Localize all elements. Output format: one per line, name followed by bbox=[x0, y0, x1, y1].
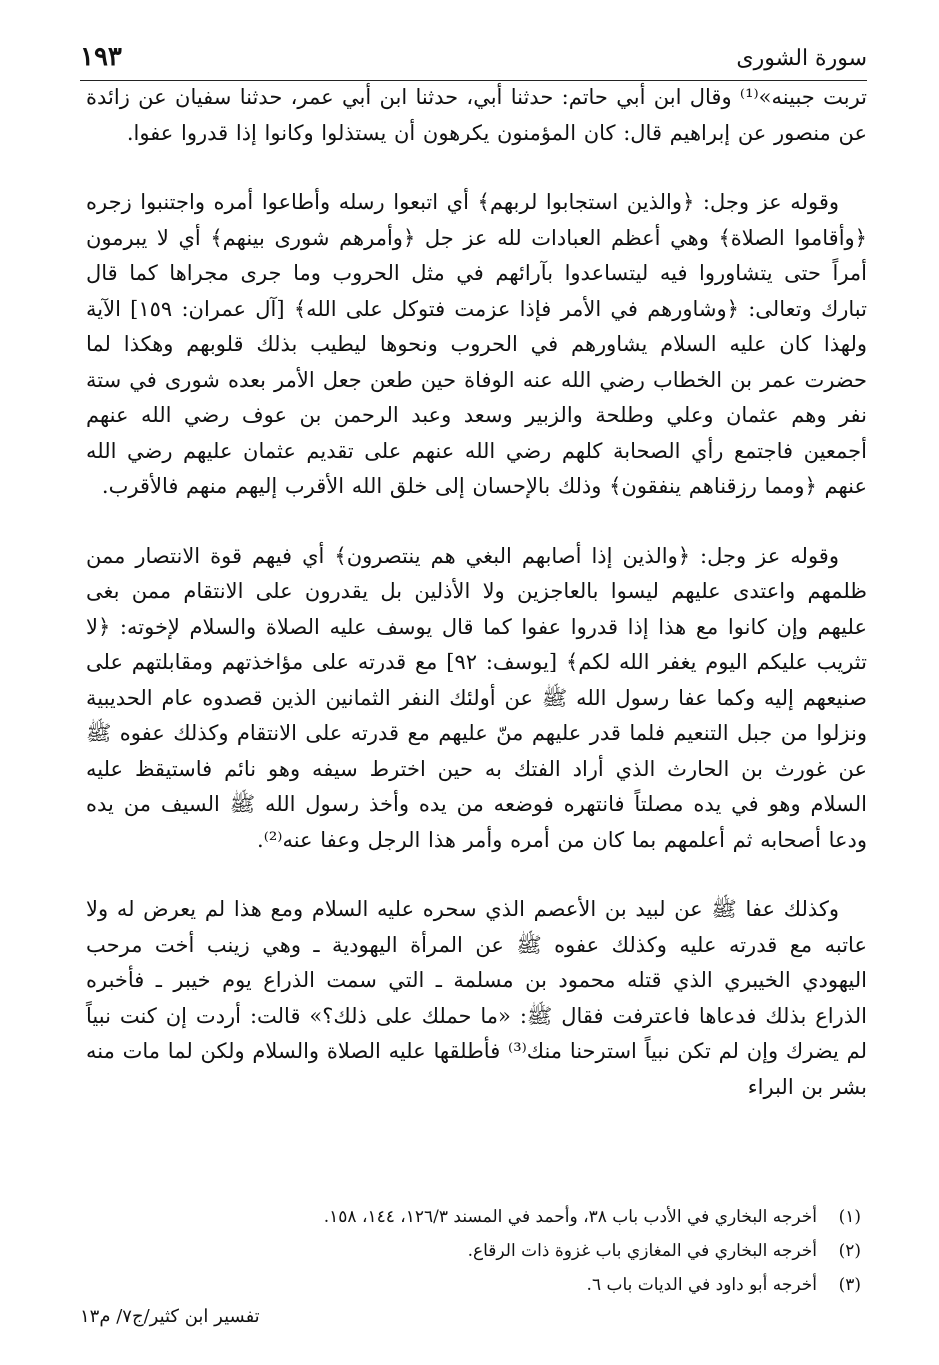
footnote bbox=[240, 1268, 861, 1302]
main-text bbox=[86, 80, 867, 1105]
paragraph: وقوله عز وجل: ﴿والذين استجابوا لربهم﴾ أي اتبعوا رسله وأطاعوا أمره واجتنبوا زجره ﴿وأقاموا الصلاة﴾ وهي أعظم العبادات لله عز جل ﴿وأمرهم شورى بينهم﴾ أي لا يبرمون أمراً حتى يتشاوروا فيه ليتساعدوا بآرائهم في مثل الحروب وما جرى مجراها كما قال تبارك وتعالى: ﴿وشاورهم في الأمر فإذا عزمت فتوكل على الله﴾ [آل عمران: ١٥٩] الآية ولهذا كان عليه السلام يشاورهم في الحروب ونحوها ليطيب بذلك قلوبهم وهكذا لما حضرت عمر بن الخطاب رضي الله عنه الوفاة حين طعن جعل الأمر بعده شورى في ستة نفر وهم عثمان وعلي وطلحة والزبير وسعد وعبد الرحمن بن عوف رضي الله عنهم أجمعين فاجتمع رأي الصحابة كلهم رضي الله عنهم على تقديم عثمان عليهم رضي الله عنهم ﴿ومما رزقناهم ينفقون﴾ وذلك بالإحسان إلى خلق الله الأقرب إليهم منهم فالأقرب. bbox=[86, 190, 867, 498]
footnote-text: أخرجه البخاري في الأدب باب ٣٨، وأحمد في المسند ١٢٦/٣، ١٤٤، ١٥٨. bbox=[323, 1207, 817, 1227]
page-header bbox=[80, 40, 867, 81]
footnotes bbox=[240, 1200, 861, 1302]
paragraph: وكذلك عفا ﷺ عن لبيد بن الأعصم الذي سحره عليه السلام ومع هذا لم يعرض له ولا عاتبه مع قدرته عليه وكذلك عفوه ﷺ عن المرأة اليهودية ـ وهي زينب أخت مرحب اليهودي الخيبري الذي قتله محمود بن مسلمة ـ التي سمت الذراع يوم خيبر ـ فأخبره الذراع بذلك فدعاها فاعترفت فقال ﷺ: «ما حملك على ذلك؟» قالت: أردت إن كنت نبياً لم يضرك وإن لم تكن نبياً استرحنا منك⁽³⁾ فأطلقها عليه الصلاة والسلام ولكن لما مات منه بشر بن البراء bbox=[86, 897, 867, 1099]
footnote-text: أخرجه البخاري في المغازي باب غزوة ذات الرقاع. bbox=[467, 1241, 817, 1261]
paragraph: وقوله عز وجل: ﴿والذين إذا أصابهم البغي هم ينتصرون﴾ أي فيهم قوة الانتصار ممن ظلمهم واعتدى عليهم ليسوا بالعاجزين ولا الأذلين بل يقدرون على الانتقام ممن بغى عليهم وإن كانوا مع هذا إذا قدروا عفوا كما قال يوسف عليه الصلاة والسلام لإخوته: ﴿لا تثريب عليكم اليوم يغفر الله لكم﴾ [يوسف: ٩٢] مع قدرته على مؤاخذتهم ومقابلتهم على صنيعهم إليه وكما عفا رسول الله ﷺ عن أولئك النفر الثمانين الذين قصدوه عام الحديبية ونزلوا من جبل التنعيم فلما قدر عليهم منّ عليهم مع قدرته على الانتقام وكذلك عفوه ﷺ عن غورث بن الحارث الذي أراد الفتك به حين اخترط سيفه وهو نائم فاستيقظ عليه السلام وهو في يده مصلتاً فانتهره فوضعه من يده وأخذ رسول الله ﷺ السيف من يده ودعا أصحابه ثم أعلمهم بما كان من أمره وأمر هذا الرجل وعفا عنه⁽²⁾. bbox=[86, 543, 867, 852]
footnote-number: (٣) bbox=[838, 1275, 861, 1295]
footnote-text: أخرجه أبو داود في الديات باب ٦. bbox=[586, 1275, 817, 1295]
surah-title: سورة الشورى bbox=[736, 46, 867, 71]
paragraph: تربت جبينه»⁽¹⁾ وقال ابن أبي حاتم: حدثنا أبي، حدثنا ابن أبي عمر، حدثنا سفيان عن زائدة عن منصور عن إبراهيم قال: كان المؤمنون يكرهون أن يستذلوا وكانوا إذا قدروا عفوا. bbox=[86, 85, 867, 145]
page-number: ١٩٣ bbox=[80, 42, 122, 72]
footnote bbox=[240, 1200, 861, 1234]
footnote bbox=[240, 1234, 861, 1268]
footnote-number: (١) bbox=[838, 1207, 861, 1227]
signature-mark: تفسير ابن كثير/ج٧/ م١٣ bbox=[80, 1306, 260, 1327]
footnote-number: (٢) bbox=[838, 1241, 861, 1261]
